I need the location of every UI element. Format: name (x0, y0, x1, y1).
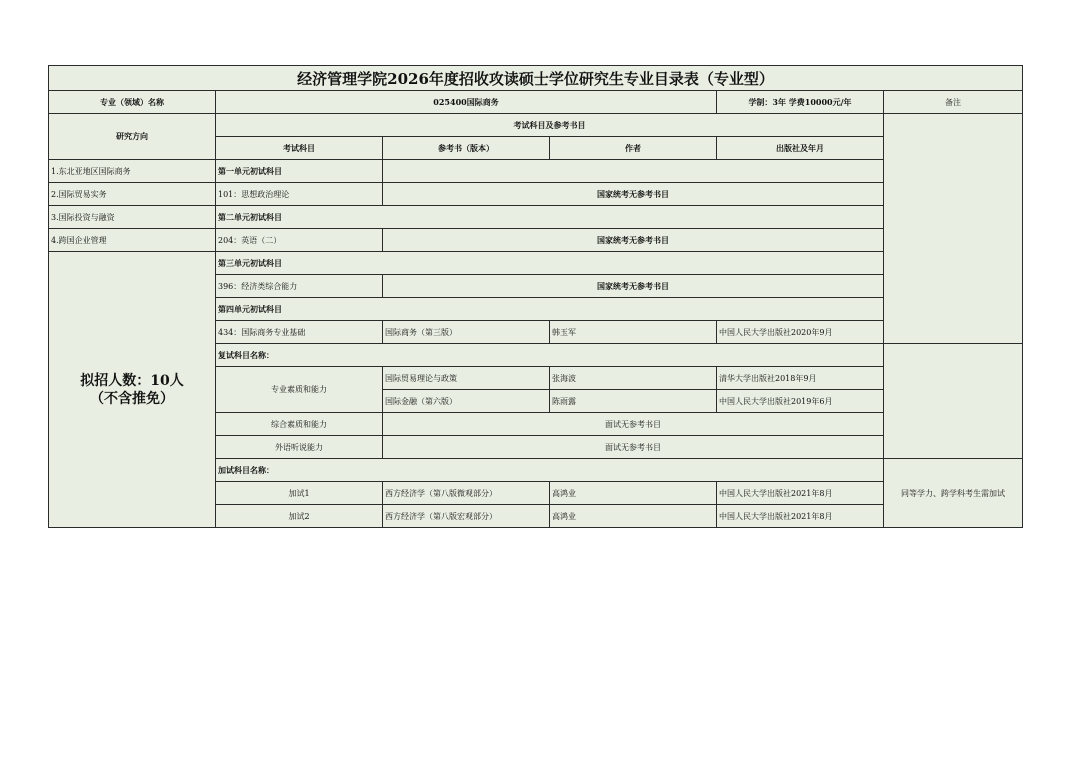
catalog-table (48, 65, 1023, 528)
additional-name-1: 加试1 (216, 482, 383, 505)
remarks-label: 备注 (884, 91, 1023, 114)
additional-remark: 同等学力、跨学科考生需加试 (884, 459, 1023, 528)
unit4-author: 韩玉军 (550, 321, 717, 344)
enrollment-count: 拟招人数：10人 (80, 372, 184, 389)
unit2-subject: 204：英语（二） (216, 229, 383, 252)
retest-comprehensive: 综合素质和能力 (216, 413, 383, 436)
enrollment-note: （不含推免） (90, 390, 174, 407)
remarks-blank (884, 114, 1023, 344)
unit3-label: 第三单元初试科目 (216, 252, 884, 275)
retest-author-2: 陈雨露 (550, 390, 717, 413)
unit2-note: 国家统考无参考书目 (383, 229, 884, 252)
retest-author-1: 张海波 (550, 367, 717, 390)
unit3-note: 国家统考无参考书目 (383, 275, 884, 298)
additional-name-2: 加试2 (216, 505, 383, 528)
retest-listening: 外语听说能力 (216, 436, 383, 459)
col-publisher: 出版社及年月 (717, 137, 884, 160)
retest-publisher-2: 中国人民大学出版社2019年6月 (717, 390, 884, 413)
unit4-label: 第四单元初试科目 (216, 298, 884, 321)
retest-book-2: 国际金融（第六版） (383, 390, 550, 413)
research-direction-2: 2.国际贸易实务 (49, 183, 216, 206)
retest-label: 复试科目名称： (216, 344, 884, 367)
unit1-note: 国家统考无参考书目 (383, 183, 884, 206)
unit1-label: 第一单元初试科目 (216, 160, 383, 183)
enrollment-cell (49, 252, 216, 528)
research-direction-3: 3.国际投资与融资 (49, 206, 216, 229)
additional-author-2: 高鸿业 (550, 505, 717, 528)
page-title: 经济管理学院2026年度招收攻读硕士学位研究生专业目录表（专业型） (49, 66, 1023, 91)
unit3-subject: 396：经济类综合能力 (216, 275, 383, 298)
retest-listening-note: 面试无参考书目 (383, 436, 884, 459)
col-book: 参考书（版本） (383, 137, 550, 160)
retest-comprehensive-note: 面试无参考书目 (383, 413, 884, 436)
major-value: 025400国际商务 (216, 91, 717, 114)
additional-publisher-1: 中国人民大学出版社2021年8月 (717, 482, 884, 505)
research-direction-1: 1.东北亚地区国际商务 (49, 160, 216, 183)
retest-book-1: 国际贸易理论与政策 (383, 367, 550, 390)
research-direction-label: 研究方向 (49, 114, 216, 160)
additional-publisher-2: 中国人民大学出版社2021年8月 (717, 505, 884, 528)
unit2-label: 第二单元初试科目 (216, 206, 884, 229)
additional-author-1: 高鸿业 (550, 482, 717, 505)
additional-label: 加试科目名称： (216, 459, 884, 482)
unit4-subject: 434：国际商务专业基础 (216, 321, 383, 344)
unit4-book: 国际商务（第三版） (383, 321, 550, 344)
unit4-publisher: 中国人民大学出版社2020年9月 (717, 321, 884, 344)
major-label: 专业（领域）名称 (49, 91, 216, 114)
unit1-blank (383, 160, 884, 183)
additional-book-2: 西方经济学（第八版宏观部分） (383, 505, 550, 528)
exam-group-label: 考试科目及参考书目 (216, 114, 884, 137)
col-subject: 考试科目 (216, 137, 383, 160)
retest-publisher-1: 清华大学出版社2018年9月 (717, 367, 884, 390)
duration-fee: 学制：3年 学费10000元/年 (717, 91, 884, 114)
unit1-subject: 101：思想政治理论 (216, 183, 383, 206)
additional-book-1: 西方经济学（第八版微观部分） (383, 482, 550, 505)
retest-professional: 专业素质和能力 (216, 367, 383, 413)
retest-remarks-blank (884, 344, 1023, 459)
research-direction-4: 4.跨国企业管理 (49, 229, 216, 252)
col-author: 作者 (550, 137, 717, 160)
